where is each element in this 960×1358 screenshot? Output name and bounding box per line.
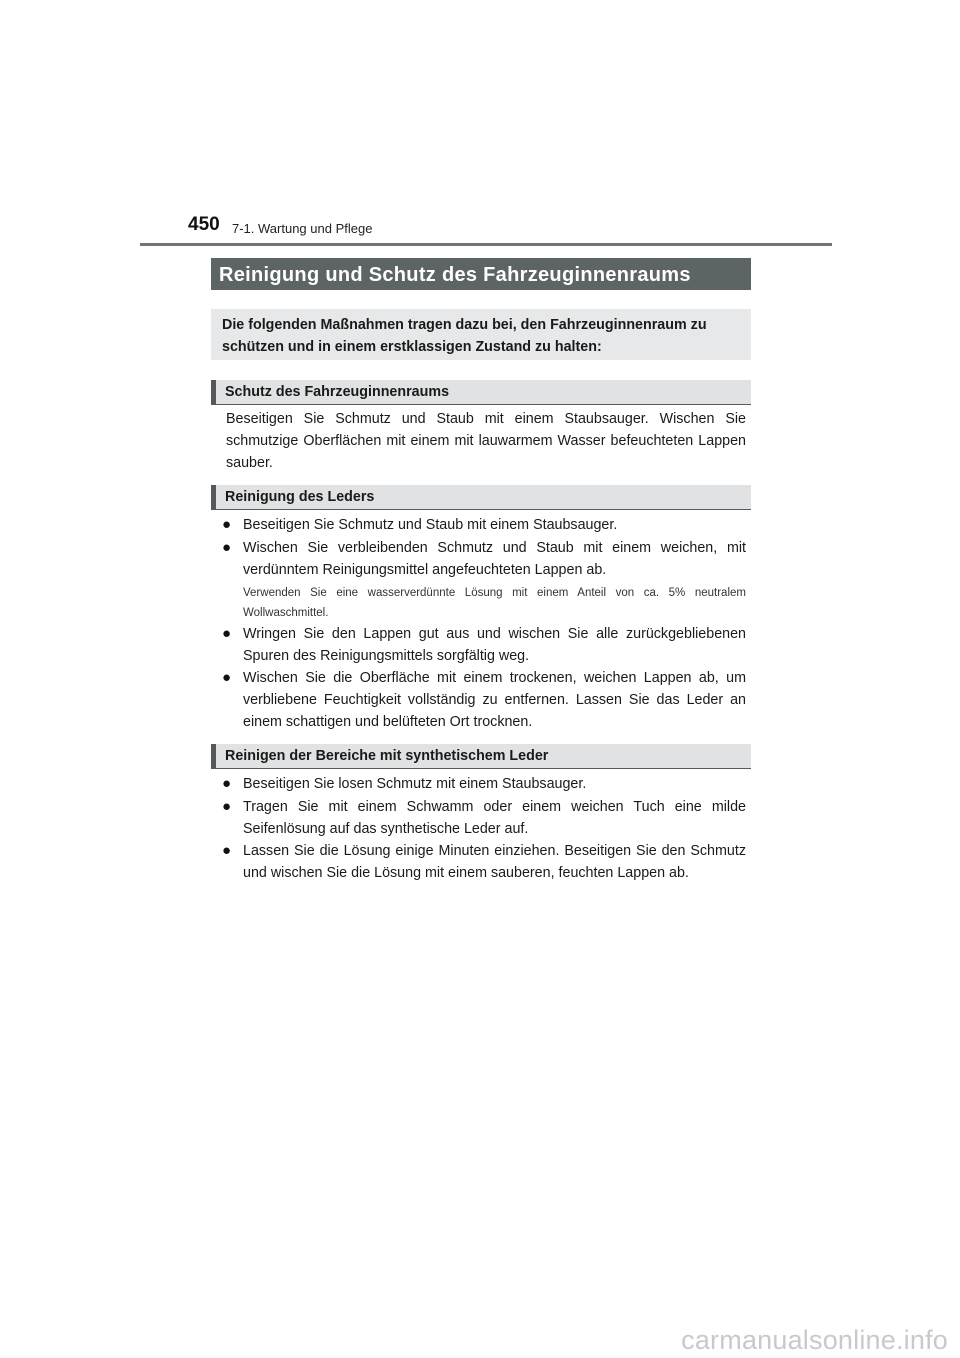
bullet-icon: ●	[222, 516, 232, 533]
chapter-reference: 7-1. Wartung und Pflege	[232, 221, 373, 236]
list-item	[222, 667, 746, 733]
list-item-text: Beseitigen Sie Schmutz und Staub mit einem Staubsauger.	[243, 517, 618, 533]
page-number: 450	[188, 214, 220, 235]
list-item-text: Wischen Sie verbleibenden Schmutz und Staub mit einem weichen, mit verdünntem Reinigungsmittel angefeuchteten Lappen ab.	[243, 540, 746, 578]
list-item-text: Wischen Sie die Oberfläche mit einem trockenen, weichen Lappen ab, um verbliebene Feuchtigkeit vollständig zu entfernen. Lassen Sie das Leder an einem schattigen und belüfteten Ort trocknen.	[243, 670, 746, 730]
section-paragraph: Beseitigen Sie Schmutz und Staub mit einem Staubsauger. Wischen Sie schmutzige Oberflächen mit einem mit lauwarmem Wasser befeuchteten Lappen sauber.	[226, 411, 746, 471]
section-marker	[211, 380, 216, 404]
page-title: Reinigung und Schutz des Fahrzeuginnenraums	[211, 258, 751, 290]
bullet-icon: ●	[222, 842, 232, 859]
section-heading	[211, 744, 751, 769]
intro-box: Die folgenden Maßnahmen tragen dazu bei, den Fahrzeuginnenraum zu schützen und in einem erstklassigen Zustand zu halten:	[211, 309, 751, 360]
bullet-icon: ●	[222, 625, 232, 642]
watermark: carmanualsonline.info	[681, 1325, 948, 1355]
list-item-text: Wringen Sie den Lappen gut aus und wischen Sie alle zurückgebliebenen Spuren des Reinigungsmittels sorgfältig weg.	[243, 626, 746, 664]
list-item	[222, 796, 746, 840]
list-item	[222, 537, 746, 581]
bullet-icon: ●	[222, 775, 232, 792]
section-marker	[211, 744, 216, 768]
section-heading-label: Schutz des Fahrzeuginnenraums	[225, 384, 450, 400]
bullet-icon: ●	[222, 669, 232, 686]
section-heading-label: Reinigen der Bereiche mit synthetischem Leder	[225, 748, 549, 764]
list-item	[222, 840, 746, 884]
bullet-icon: ●	[222, 539, 232, 556]
list-item	[222, 623, 746, 667]
list-item	[222, 773, 746, 795]
section-marker	[211, 485, 216, 509]
list-item-text: Lassen Sie die Lösung einige Minuten einziehen. Beseitigen Sie den Schmutz und wischen Sie die Lösung mit einem sauberen, feuchten Lappen ab.	[243, 843, 746, 881]
bullet-icon: ●	[222, 798, 232, 815]
list-item	[222, 514, 746, 536]
section-heading-label: Reinigung des Leders	[225, 489, 375, 505]
note-text: Verwenden Sie eine wasserverdünnte Lösung mit einem Anteil von ca. 5% neutralem Wollwaschmittel.	[243, 587, 746, 619]
section-heading	[211, 485, 751, 510]
header-rule	[140, 243, 832, 246]
list-item-text: Beseitigen Sie losen Schmutz mit einem Staubsauger.	[243, 776, 587, 792]
section-heading	[211, 380, 751, 405]
list-item-text: Tragen Sie mit einem Schwamm oder einem weichen Tuch eine milde Seifenlösung auf das synthetische Leder auf.	[243, 799, 746, 837]
